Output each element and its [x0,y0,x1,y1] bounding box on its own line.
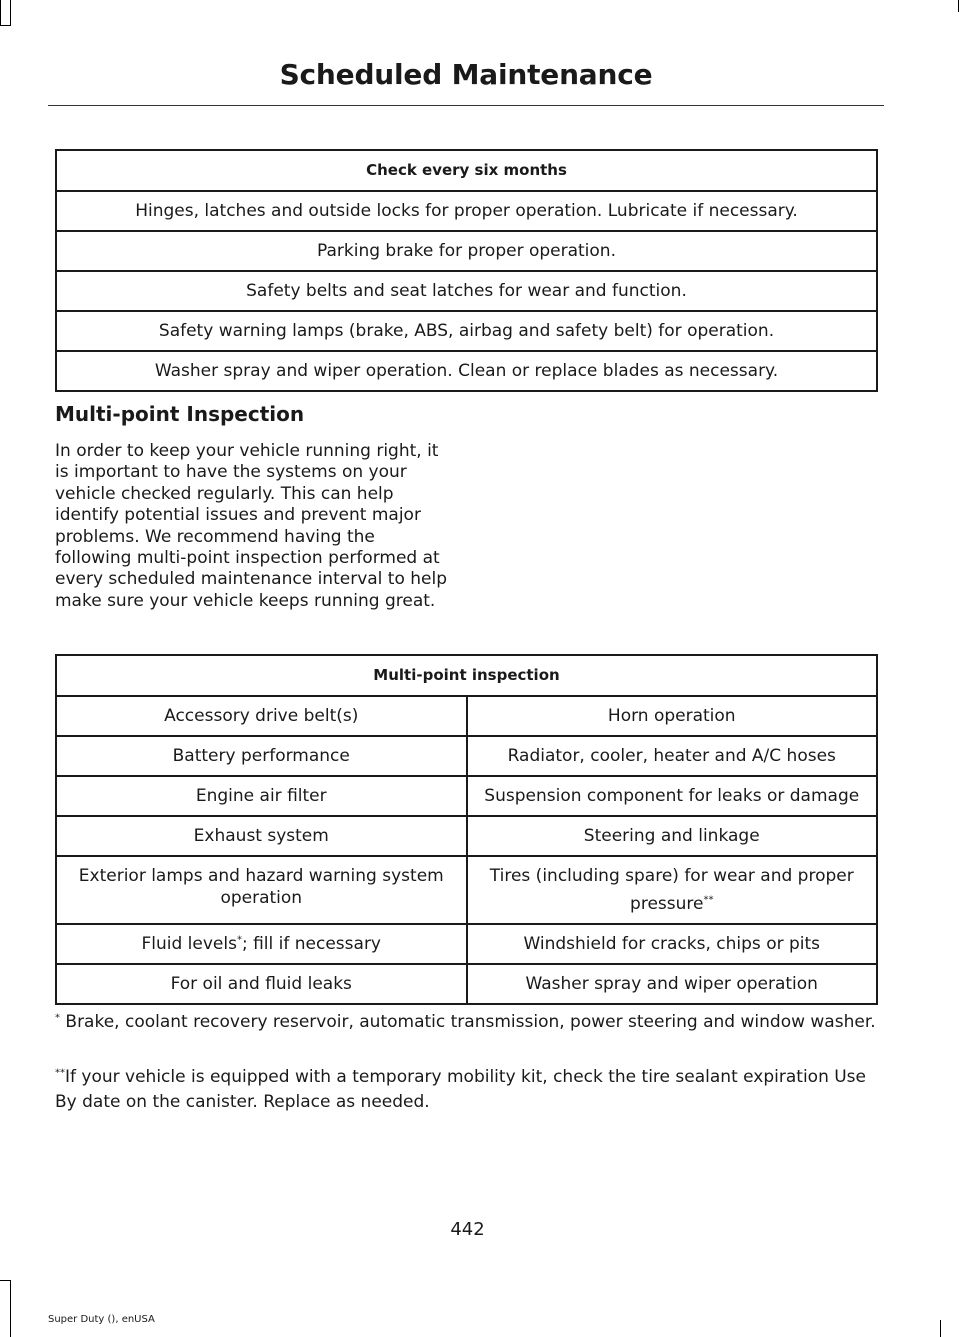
page-title: Scheduled Maintenance [279,58,653,91]
table-cell-left [56,924,467,964]
table-row [56,271,877,311]
footnote-marker: * [236,934,242,946]
crop-mark [0,1280,11,1281]
table-row [56,191,877,231]
table-cell-right: Horn operation [467,696,878,736]
page-number: 442 [450,1219,485,1240]
table-cell-left: Battery performance [56,736,467,776]
footnote-marker: ** [55,1067,65,1079]
intro-paragraph: In order to keep your vehicle running right, it is important to have the systems on your vehicle checked regularly. This can help identify potential issues and prevent major problems. We recommend having the following multi-point inspection performed at every scheduled maintenance interval to help make sure your vehicle keeps running great. [55,441,448,611]
table-row [56,311,877,351]
footnote [55,1065,885,1115]
table-cell-right: Steering and linkage [467,816,878,856]
table-row [56,231,877,271]
six-month-check-table [55,149,878,392]
cell-text: pressure [630,894,704,914]
table-cell: Safety warning lamps (brake, ABS, airbag and safety belt) for operation. [56,311,877,351]
table-cell: Hinges, latches and outside locks for proper operation. Lubricate if necessary. [56,191,877,231]
table-row [56,736,877,776]
table-cell-left: Exterior lamps and hazard warning system operation [56,856,467,924]
table-row [56,816,877,856]
footnote-marker: ** [703,894,714,906]
table-header-row [56,655,877,696]
cell-text: Fluid levels [141,934,237,954]
footnote-text: If your vehicle is equipped with a temporary mobility kit, check the tire sealant expiration Use By date on the canister. Replace as needed. [55,1067,867,1112]
table-cell-right: Radiator, cooler, heater and A/C hoses [467,736,878,776]
table-header-row [56,150,877,191]
multi-point-inspection-table [55,654,878,1005]
edition-label: Super Duty (), enUSA [48,1314,155,1325]
footnote [55,1010,885,1035]
table-cell: Parking brake for proper operation. [56,231,877,271]
footnote-marker: * [55,1012,60,1024]
crop-mark [940,1320,941,1337]
table-header-cell: Multi-point inspection [56,655,877,696]
crop-mark [0,0,1,26]
crop-mark [0,25,11,26]
crop-mark [958,0,959,12]
table-row [56,924,877,964]
table-header-cell: Check every six months [56,150,877,191]
table-row [56,696,877,736]
table-cell-left: Exhaust system [56,816,467,856]
table-row [56,776,877,816]
footnote-text: Brake, coolant recovery reservoir, automatic transmission, power steering and window washer. [60,1012,876,1032]
table-row [56,351,877,391]
table-cell-left: Accessory drive belt(s) [56,696,467,736]
cell-text-continued [630,893,713,915]
section-heading: Multi-point Inspection [55,402,305,426]
table-cell-right: Washer spray and wiper operation [467,964,878,1004]
table-row [56,964,877,1004]
cell-text: ; fill if necessary [241,934,381,954]
table-cell: Washer spray and wiper operation. Clean or replace blades as necessary. [56,351,877,391]
table-cell: Safety belts and seat latches for wear and function. [56,271,877,311]
crop-mark [10,0,11,26]
table-cell-left: For oil and fluid leaks [56,964,467,1004]
table-cell-left: Engine air filter [56,776,467,816]
table-cell-right: Suspension component for leaks or damage [467,776,878,816]
table-cell-right [467,856,878,924]
table-cell-right: Windshield for cracks, chips or pits [467,924,878,964]
cell-text: Tires (including spare) for wear and proper [489,866,854,886]
title-rule [48,105,884,106]
table-row [56,856,877,924]
crop-mark [10,1280,11,1337]
